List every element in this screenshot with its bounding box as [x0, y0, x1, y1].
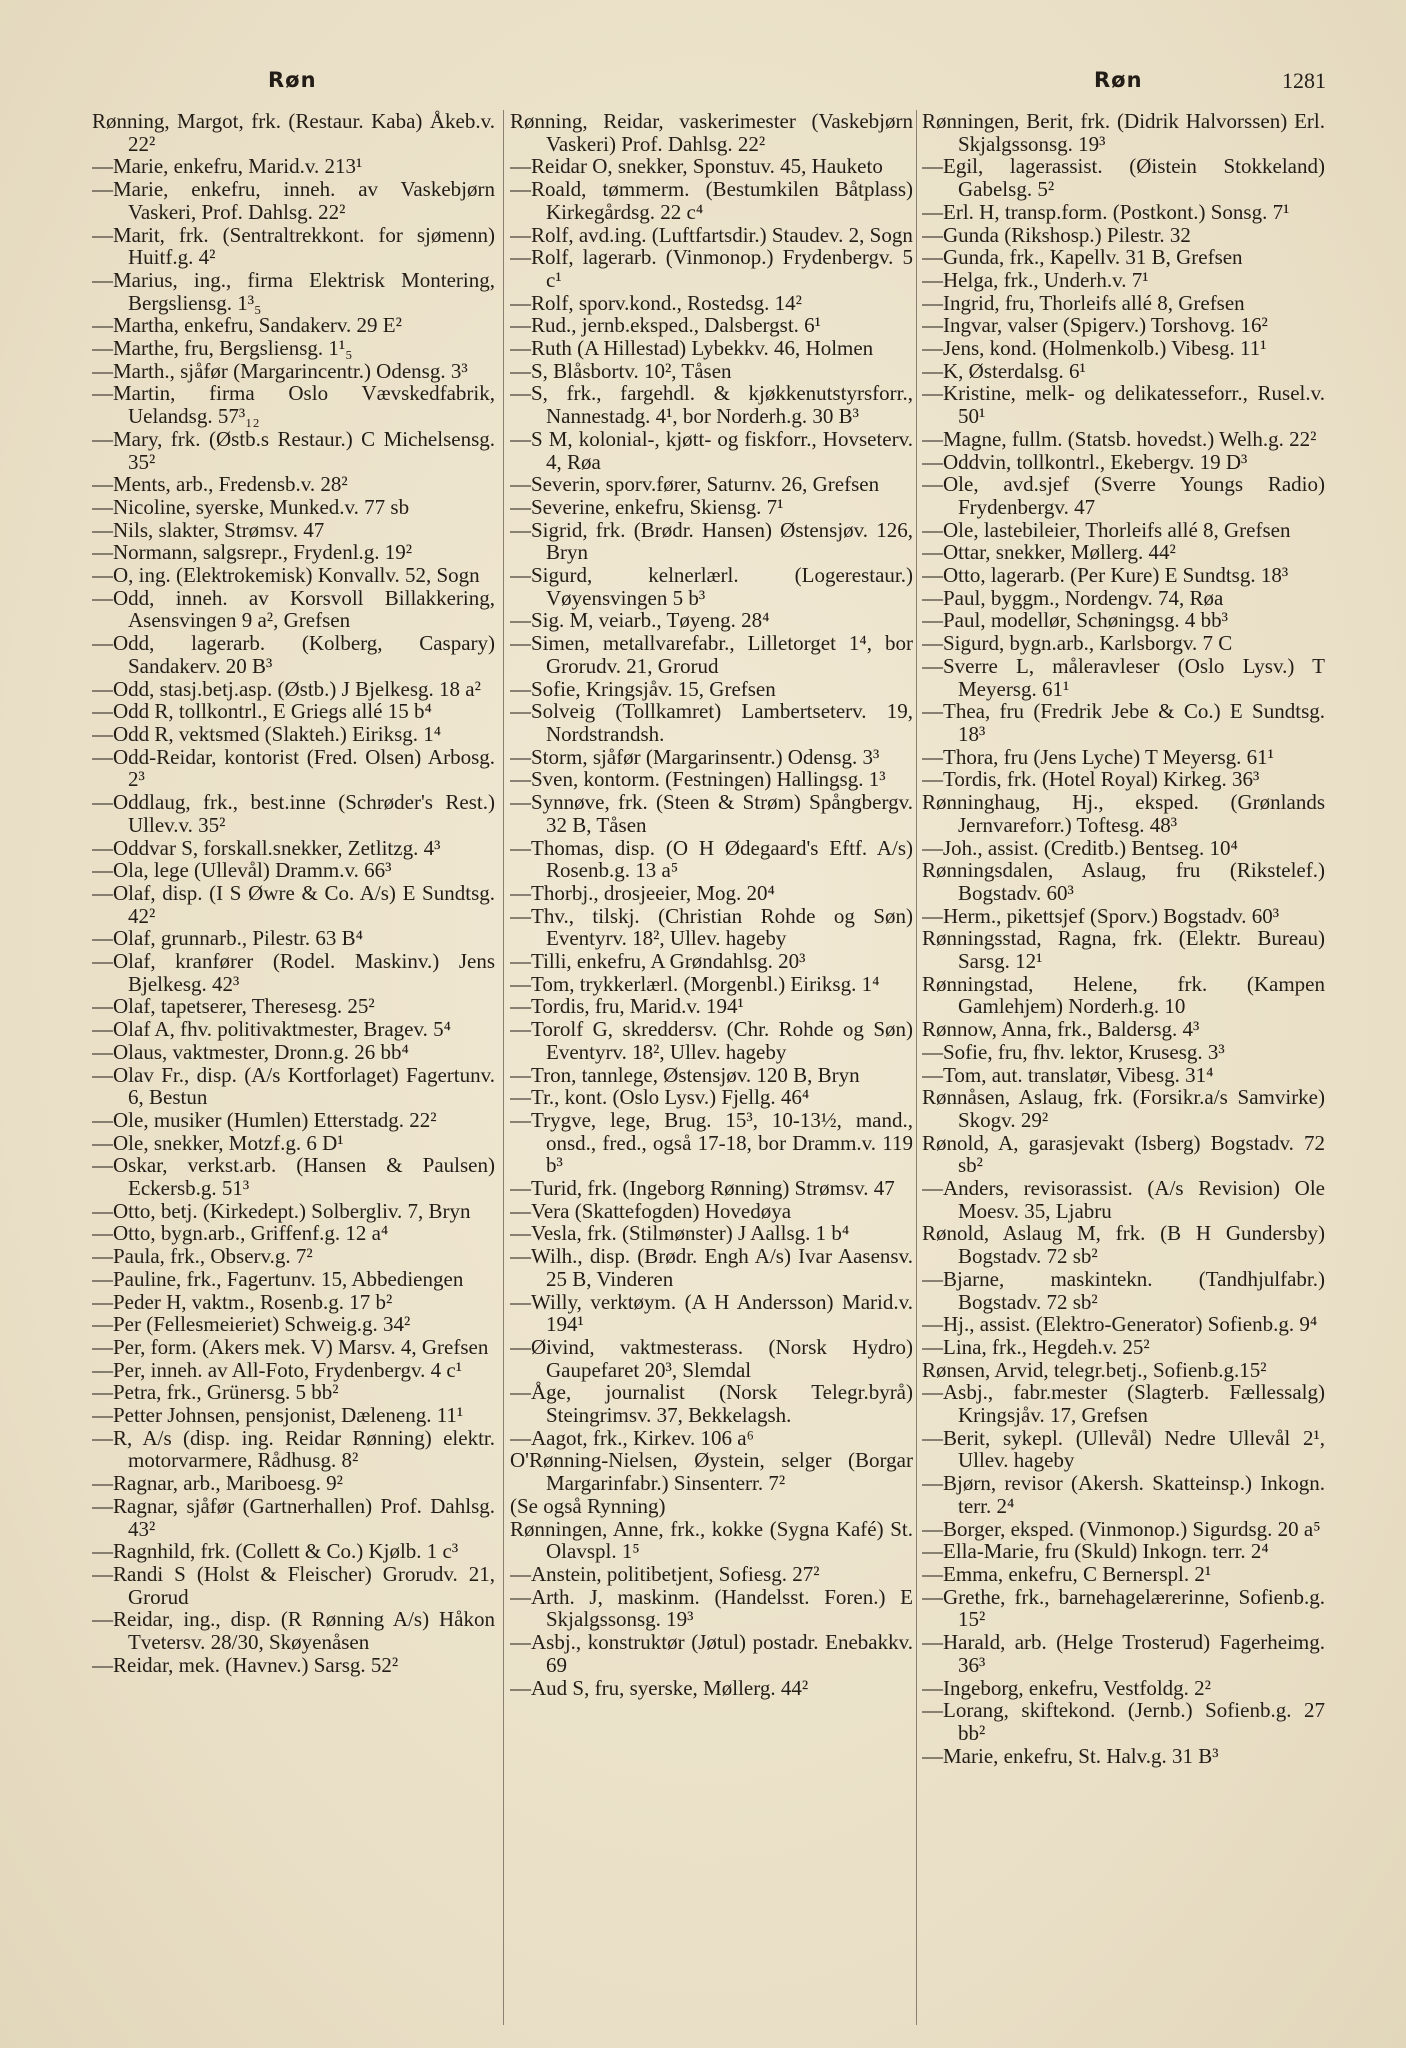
directory-entry: —Martha, enkefru, Sandakerv. 29 E² — [92, 313, 402, 338]
directory-entry: Rønningen, Anne, frk., kokke (Sygna Kafé) St. Olavspl. 1⁵ — [510, 1516, 913, 1564]
directory-entry: —Olaf, grunnarb., Pilestr. 63 B⁴ — [92, 926, 363, 951]
directory-entry: —Marth., sjåfør (Margarincentr.) Odensg. 3³ — [92, 358, 468, 383]
directory-entry: —Tordis, fru, Marid.v. 194¹ — [510, 994, 744, 1019]
directory-entry: —Wilh., disp. (Brødr. Engh A/s) Ivar Aasensv. 25 B, Vinderen — [510, 1244, 913, 1291]
directory-entry: Rønningstad, Helene, frk. (Kampen Gamlehjem) Norderh.g. 10 — [922, 971, 1325, 1019]
directory-entry: —Reidar, mek. (Havnev.) Sarsg. 52² — [92, 1652, 399, 1677]
directory-entry: —Vesla, frk. (Stilmønster) J Aallsg. 1 b⁴ — [510, 1221, 850, 1246]
directory-entry: —Emma, enkefru, C Bernerspl. 2¹ — [922, 1562, 1212, 1586]
directory-entry: —Egil, lagerassist. (Øistein Stokkeland) Gabelsg. 5² — [922, 154, 1325, 202]
directory-entry: —Reidar, ing., disp. (R Rønning A/s) Håkon Tvetersv. 28/30, Skøyenåsen — [92, 1607, 495, 1655]
directory-entry: —Otto, bygn.arb., Griffenf.g. 12 a⁴ — [92, 1221, 389, 1246]
directory-entry: —Solveig (Tollkamret) Lambertseterv. 19, Nordstrandsh. — [510, 699, 913, 746]
directory-entry: —S M, kolonial-, kjøtt- og fiskforr., Hovseterv. 4, Røa — [510, 426, 913, 474]
directory-entry: —Petra, frk., Grünersg. 5 bb² — [92, 1380, 339, 1405]
directory-entry: —Asbj., konstruktør (Jøtul) postadr. Enebakkv. 69 — [510, 1630, 913, 1677]
column-middle — [510, 110, 913, 2030]
directory-entry: —Tom, trykkerlærl. (Morgenbl.) Eiriksg. 1⁴ — [510, 971, 880, 996]
directory-entry: —Harald, arb. (Helge Trosterud) Fagerheimg. 36³ — [922, 1630, 1325, 1677]
directory-entry: —Odd R, tollkontrl., E Griegs allé 15 b⁴ — [92, 699, 432, 724]
directory-entry: —R, A/s (disp. ing. Reidar Rønning) elektr. motorvarmere, Rådhusg. 8² — [92, 1425, 495, 1473]
directory-entry: —Pauline, frk., Fagertunv. 15, Abbediengen — [92, 1266, 464, 1291]
directory-entry: —Arth. J, maskinm. (Handelsst. Foren.) E Skjalgssonsg. 19³ — [510, 1584, 913, 1632]
directory-entry: —Bjørn, revisor (Akersh. Skatteinsp.) Inkogn. terr. 2⁴ — [922, 1471, 1325, 1518]
directory-entry: —Ola, lege (Ullevål) Dramm.v. 66³ — [92, 858, 392, 883]
directory-entry: —Ragnhild, frk. (Collett & Co.) Kjølb. 1 c³ — [92, 1539, 459, 1564]
directory-entry: —Paula, frk., Observ.g. 7² — [92, 1244, 313, 1269]
column-left — [92, 110, 495, 2030]
directory-entry: —Asbj., fabr.mester (Slagterb. Fællessalg) Kringsjåv. 17, Grefsen — [922, 1380, 1325, 1428]
directory-entry: —Roald, tømmerm. (Bestumkilen Båtplass) Kirkegårdsg. 22 c⁴ — [510, 177, 913, 224]
running-head-right: Røn — [1094, 68, 1143, 92]
directory-entry: O'Rønning-Nielsen, Øystein, selger (Borgar Margarinfabr.) Sinsenterr. 7² — [510, 1448, 913, 1496]
directory-entry: Rønning, Margot, frk. (Restaur. Kaba) Åkeb.v. 22² — [92, 110, 495, 156]
directory-entry: —Simen, metallvarefabr., Lilletorget 1⁴, bor Grorudv. 21, Grorud — [510, 631, 913, 678]
directory-entry: —Oskar, verkst.arb. (Hansen & Paulsen) Eckersb.g. 51³ — [92, 1153, 495, 1201]
directory-entry: —Jens, kond. (Holmenkolb.) Vibesg. 11¹ — [922, 336, 1267, 361]
directory-entry: —Marius, ing., firma Elektrisk Montering, Bergsliensg. 1³₅ — [92, 267, 495, 315]
directory-entry: —Severine, enkefru, Skiensg. 7¹ — [510, 494, 784, 519]
directory-entry: —Ole, snekker, Motzf.g. 6 D¹ — [92, 1130, 344, 1155]
directory-entry: —Thv., tilskj. (Christian Rohde og Søn) Eventyrv. 18², Ullev. hageby — [510, 903, 913, 951]
directory-entry: Rønnow, Anna, frk., Baldersg. 4³ — [922, 1017, 1200, 1042]
directory-entry: —Rolf, sporv.kond., Rostedsg. 14² — [510, 290, 802, 315]
directory-entry: —O, ing. (Elektrokemisk) Konvallv. 52, Sogn — [92, 563, 480, 588]
directory-entry: Rønningsstad, Ragna, frk. (Elektr. Bureau) Sarsg. 12¹ — [922, 926, 1325, 974]
directory-entry: Rønold, Aslaug M, frk. (B H Gundersby) Bogstadv. 72 sb² — [922, 1221, 1325, 1269]
page-number: 1281 — [1282, 68, 1326, 93]
column-divider — [503, 110, 504, 2025]
directory-entry: —Thora, fru (Jens Lyche) T Meyersg. 61¹ — [922, 744, 1274, 769]
directory-entry: —Odd, stasj.betj.asp. (Østb.) J Bjelkesg. 18 a² — [92, 676, 481, 701]
directory-entry: —Sigurd, bygn.arb., Karlsborgv. 7 C — [922, 631, 1233, 656]
directory-entry: —Lina, frk., Hegdeh.v. 25² — [922, 1334, 1150, 1359]
directory-entry: —Olaus, vaktmester, Dronn.g. 26 bb⁴ — [92, 1039, 409, 1064]
directory-entry: —Otto, betj. (Kirkedept.) Solbergliv. 7, Bryn — [92, 1198, 471, 1223]
directory-entry: —Peder H, vaktm., Rosenb.g. 17 b² — [92, 1289, 393, 1314]
directory-entry: —Rolf, avd.ing. (Luftfartsdir.) Staudev. 2, Sogn — [510, 222, 913, 247]
directory-entry: —Rud., jernb.eksped., Dalsbergst. 6¹ — [510, 313, 821, 338]
directory-entry: —Ingeborg, enkefru, Vestfoldg. 2² — [922, 1675, 1211, 1700]
directory-entry: —Erl. H, transp.form. (Postkont.) Sonsg. 7¹ — [922, 199, 1290, 224]
directory-entry: —Vera (Skattefogden) Hovedøya — [510, 1198, 792, 1223]
directory-entry: —Sven, kontorm. (Festningen) Hallingsg. 1³ — [510, 767, 886, 792]
directory-entry: —Tilli, enkefru, A Grøndahlsg. 20³ — [510, 949, 806, 974]
directory-entry: —Paul, modellør, Schøningsg. 4 bb³ — [922, 608, 1228, 633]
directory-entry: —Ments, arb., Fredensb.v. 28² — [92, 472, 348, 497]
directory-entry: —Storm, sjåfør (Margarinsentr.) Odensg. 3³ — [510, 744, 880, 769]
directory-entry: —Sofie, Kringsjåv. 15, Grefsen — [510, 676, 776, 701]
directory-entry: —Sigurd, kelnerlærl. (Logerestaur.) Vøyensvingen 5 b³ — [510, 563, 913, 610]
directory-entry: —Thomas, disp. (O H Ødegaard's Eftf. A/s) Rosenb.g. 13 a⁵ — [510, 835, 913, 883]
directory-entry: —Gunda (Rikshosp.) Pilestr. 32 — [922, 222, 1191, 247]
directory-entry: —Åge, journalist (Norsk Telegr.byrå) Steingrimsv. 37, Bekkelagsh. — [510, 1380, 913, 1428]
directory-entry: Rønning, Reidar, vaskerimester (Vaskebjørn Vaskeri) Prof. Dahlsg. 22² — [510, 110, 913, 156]
directory-entry: —Tordis, frk. (Hotel Royal) Kirkeg. 36³ — [922, 767, 1260, 792]
column-right — [922, 110, 1325, 2030]
directory-entry: —Ragnar, arb., Mariboesg. 9² — [92, 1471, 343, 1496]
directory-entry: —Joh., assist. (Creditb.) Bentseg. 10⁴ — [922, 835, 1238, 860]
directory-entry: —Marie, enkefru, Marid.v. 213¹ — [92, 154, 363, 179]
directory-entry: —Odd, lagerarb. (Kolberg, Caspary) Sandakerv. 20 B³ — [92, 631, 495, 678]
directory-entry: —Nils, slakter, Strømsv. 47 — [92, 517, 325, 542]
directory-entry: —Olaf, kranfører (Rodel. Maskinv.) Jens Bjelkesg. 42³ — [92, 949, 495, 996]
directory-entry: —Odd R, vektsmed (Slakteh.) Eiriksg. 1⁴ — [92, 721, 442, 746]
directory-entry: —Magne, fullm. (Statsb. hovedst.) Welh.g. 22² — [922, 426, 1317, 451]
running-head-left: Røn — [268, 68, 317, 92]
directory-entry: —Trygve, lege, Brug. 15³, 10-13½, mand., onsd., fred., også 17-18, bor Dramm.v. 119 b³ — [510, 1107, 913, 1178]
directory-entry: —Per, form. (Akers mek. V) Marsv. 4, Grefsen — [92, 1334, 489, 1359]
directory-entry: —Aagot, frk., Kirkev. 106 a⁶ — [510, 1425, 754, 1450]
directory-entry: —Severin, sporv.fører, Saturnv. 26, Grefsen — [510, 472, 880, 497]
directory-entry: —Sofie, fru, fhv. lektor, Krusesg. 3³ — [922, 1039, 1225, 1064]
directory-entry: —Ole, lastebileier, Thorleifs allé 8, Grefsen — [922, 517, 1291, 542]
directory-entry: —Otto, lagerarb. (Per Kure) E Sundtsg. 18³ — [922, 563, 1289, 588]
directory-entry: —Oddvar S, forskall.snekker, Zetlitzg. 4³ — [92, 835, 441, 860]
directory-entry: —Thea, fru (Fredrik Jebe & Co.) E Sundtsg. 18³ — [922, 699, 1325, 746]
directory-entry: Rønningsdalen, Aslaug, fru (Rikstelef.) Bogstadv. 60³ — [922, 858, 1325, 905]
directory-entry: —Hj., assist. (Elektro-Generator) Sofienb.g. 9⁴ — [922, 1312, 1318, 1337]
directory-entry: —Olaf, disp. (I S Øwre & Co. A/s) E Sundtsg. 42² — [92, 880, 495, 928]
directory-entry: —Sig. M, veiarb., Tøyeng. 28⁴ — [510, 608, 770, 633]
directory-entry: —Marie, enkefru, inneh. av Vaskebjørn Vaskeri, Prof. Dahlsg. 22² — [92, 177, 495, 224]
directory-entry: —Tr., kont. (Oslo Lysv.) Fjellg. 46⁴ — [510, 1085, 810, 1110]
directory-entry: —Per, inneh. av All-Foto, Frydenbergv. 4 c¹ — [92, 1357, 462, 1382]
directory-entry: (Se også Rynning) — [510, 1493, 666, 1518]
directory-entry: —Ingrid, fru, Thorleifs allé 8, Grefsen — [922, 290, 1245, 315]
directory-entry: —Olav Fr., disp. (A/s Kortforlaget) Fagertunv. 6, Bestun — [92, 1062, 495, 1110]
directory-entry: —Olaf A, fhv. politivaktmester, Bragev. 5⁴ — [92, 1017, 451, 1042]
directory-entry: —Nicoline, syerske, Munked.v. 77 sb — [92, 494, 410, 519]
directory-entry: —Sverre L, måleravleser (Oslo Lysv.) T Meyersg. 61¹ — [922, 653, 1325, 701]
directory-entry: —Olaf, tapetserer, Theresesg. 25² — [92, 994, 375, 1019]
directory-entry: —Ella-Marie, fru (Skuld) Inkogn. terr. 2⁴ — [922, 1539, 1269, 1564]
directory-entry: —Odd, inneh. av Korsvoll Billakkering, Asensvingen 9 a², Grefsen — [92, 585, 495, 633]
directory-entry: —Tom, aut. translatør, Vibesg. 31⁴ — [922, 1062, 1214, 1087]
directory-entry: —Ragnar, sjåfør (Gartnerhallen) Prof. Dahlsg. 43² — [92, 1493, 495, 1541]
directory-entry: —Øivind, vaktmesterass. (Norsk Hydro) Gaupefaret 20³, Slemdal — [510, 1334, 913, 1382]
directory-entry: —Lorang, skiftekond. (Jernb.) Sofienb.g. 27 bb² — [922, 1698, 1325, 1745]
directory-entry: —Marie, enkefru, St. Halv.g. 31 B³ — [922, 1743, 1219, 1768]
directory-entry: —Bjarne, maskintekn. (Tandhjulfabr.) Bogstadv. 72 sb² — [922, 1266, 1325, 1314]
directory-entry: —Anders, revisorassist. (A/s Revision) Ole Moesv. 35, Ljabru — [922, 1176, 1325, 1223]
directory-entry: Rønninghaug, Hj., eksped. (Grønlands Jernvareforr.) Toftesg. 48³ — [922, 790, 1325, 837]
directory-entry: —Torolf G, skreddersv. (Chr. Rohde og Søn) Eventyrv. 18², Ullev. hageby — [510, 1017, 913, 1064]
directory-entry: Rønold, A, garasjevakt (Isberg) Bogstadv. 72 sb² — [922, 1130, 1325, 1178]
directory-entry: —Grethe, frk., barnehagelærerinne, Sofienb.g. 15² — [922, 1584, 1325, 1632]
directory-entry: —Aud S, fru, syerske, Møllerg. 44² — [510, 1675, 809, 1700]
directory-entry: —Helga, frk., Underh.v. 7¹ — [922, 267, 1149, 292]
directory-entry: Rønningen, Berit, frk. (Didrik Halvorssen) Erl. Skjalgssonsg. 19³ — [922, 110, 1325, 156]
directory-entry: —Oddvin, tollkontrl., Ekebergv. 19 D³ — [922, 449, 1248, 474]
directory-entry: —Borger, eksped. (Vinmonop.) Sigurdsg. 20 a⁵ — [922, 1516, 1321, 1541]
directory-entry: —Paul, byggm., Nordengv. 74, Røa — [922, 585, 1224, 610]
directory-entry: Rønnåsen, Aslaug, frk. (Forsikr.a/s Samvirke) Skogv. 29² — [922, 1085, 1325, 1132]
directory-entry: Rønsen, Arvid, telegr.betj., Sofienb.g.15² — [922, 1357, 1267, 1382]
directory-entry: —S, Blåsbortv. 10², Tåsen — [510, 358, 732, 383]
directory-entry: —Marthe, fru, Bergsliensg. 1¹₅ — [92, 336, 353, 361]
directory-entry: —Berit, sykepl. (Ullevål) Nedre Ullevål 2¹, Ullev. hageby — [922, 1425, 1325, 1473]
column-divider — [916, 110, 917, 2025]
directory-entry: —Normann, salgsrepr., Frydenl.g. 19² — [92, 540, 413, 565]
directory-entry: —Petter Johnsen, pensjonist, Dæleneng. 11¹ — [92, 1403, 464, 1428]
directory-entry: —Per (Fellesmeieriet) Schweig.g. 34² — [92, 1312, 411, 1337]
directory-entry: —Ruth (A Hillestad) Lybekkv. 46, Holmen — [510, 336, 874, 361]
directory-entry: —Gunda, frk., Kapellv. 31 B, Grefsen — [922, 245, 1243, 270]
directory-entry: —Thorbj., drosjeeier, Mog. 20⁴ — [510, 880, 775, 905]
directory-entry: —Ingvar, valser (Spigerv.) Torshovg. 16² — [922, 313, 1268, 338]
directory-entry: —Willy, verktøym. (A H Andersson) Marid.v. 194¹ — [510, 1289, 913, 1337]
directory-entry: —Turid, frk. (Ingeborg Rønning) Strømsv. 47 — [510, 1176, 895, 1201]
directory-entry: —Reidar O, snekker, Sponstuv. 45, Hauketo — [510, 154, 883, 179]
directory-entry: —Mary, frk. (Østb.s Restaur.) C Michelsensg. 35² — [92, 426, 495, 474]
directory-entry: —Synnøve, frk. (Steen & Strøm) Spångbergv. 32 B, Tåsen — [510, 790, 913, 837]
directory-entry: —Ottar, snekker, Møllerg. 44² — [922, 540, 1176, 565]
directory-entry: —S, frk., fargehdl. & kjøkkenutstyrsforr., Nannestadg. 4¹, bor Norderh.g. 30 B³ — [510, 381, 913, 429]
directory-entry: —Randi S (Holst & Fleischer) Grorudv. 21, Grorud — [92, 1562, 495, 1609]
directory-entry: —Tron, tannlege, Østensjøv. 120 B, Bryn — [510, 1062, 860, 1087]
directory-entry: —Anstein, politibetjent, Sofiesg. 27² — [510, 1562, 820, 1586]
directory-entry: —Ole, avd.sjef (Sverre Youngs Radio) Frydenbergv. 47 — [922, 472, 1325, 519]
directory-entry: —Ole, musiker (Humlen) Etterstadg. 22² — [92, 1107, 437, 1132]
directory-entry: —Marit, frk. (Sentraltrekkont. for sjømenn) Huitf.g. 4² — [92, 222, 495, 270]
directory-entry: —Martin, firma Oslo Vævskedfabrik, Uelandsg. 57³₁₂ — [92, 381, 495, 429]
directory-entry: —Kristine, melk- og delikatesseforr., Rusel.v. 50¹ — [922, 381, 1325, 429]
directory-entry: —Rolf, lagerarb. (Vinmonop.) Frydenbergv. 5 c¹ — [510, 245, 913, 292]
directory-entry: —Herm., pikettsjef (Sporv.) Bogstadv. 60³ — [922, 903, 1280, 928]
directory-entry: —Sigrid, frk. (Brødr. Hansen) Østensjøv. 126, Bryn — [510, 517, 913, 565]
directory-entry: —Oddlaug, frk., best.inne (Schrøder's Rest.) Ullev.v. 35² — [92, 790, 495, 837]
directory-entry: —K, Østerdalsg. 6¹ — [922, 358, 1086, 383]
directory-entry: —Odd-Reidar, kontorist (Fred. Olsen) Arbosg. 2³ — [92, 744, 495, 792]
